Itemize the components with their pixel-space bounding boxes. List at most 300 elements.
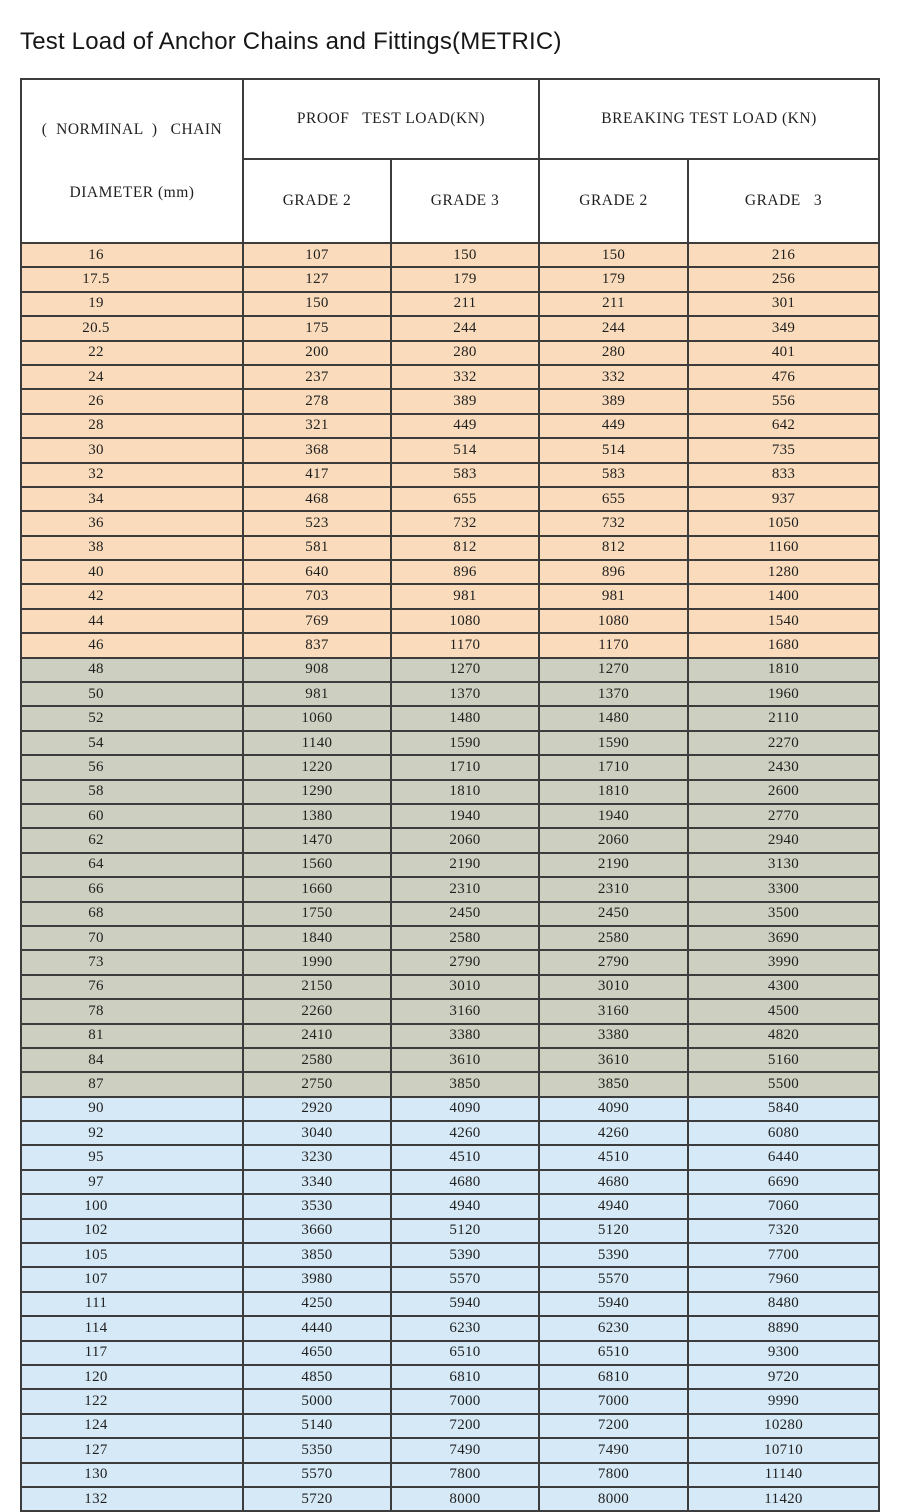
- cell-load-value: 3850: [539, 1072, 688, 1096]
- table-row: [21, 1097, 879, 1121]
- cell-load-value: 1170: [391, 633, 539, 657]
- cell-load-value: 4940: [391, 1194, 539, 1218]
- table-row: [21, 560, 879, 584]
- cell-load-value: 2580: [539, 926, 688, 950]
- table-row: [21, 389, 879, 413]
- cell-load-value: 655: [539, 487, 688, 511]
- cell-chain-diameter: 70: [21, 926, 243, 950]
- cell-load-value: 896: [391, 560, 539, 584]
- cell-load-value: 8890: [688, 1316, 879, 1340]
- cell-load-value: 1370: [391, 682, 539, 706]
- cell-chain-diameter: 54: [21, 731, 243, 755]
- cell-load-value: 732: [539, 511, 688, 535]
- cell-load-value: 1480: [539, 706, 688, 730]
- cell-load-value: 896: [539, 560, 688, 584]
- cell-load-value: 332: [539, 365, 688, 389]
- cell-load-value: 769: [243, 609, 391, 633]
- table-row: [21, 706, 879, 730]
- table-row: [21, 755, 879, 779]
- cell-load-value: 1840: [243, 926, 391, 950]
- cell-chain-diameter: 122: [21, 1389, 243, 1413]
- table-row: [21, 438, 879, 462]
- cell-load-value: 4940: [539, 1194, 688, 1218]
- cell-load-value: 244: [539, 316, 688, 340]
- cell-load-value: 476: [688, 365, 879, 389]
- cell-load-value: 1560: [243, 853, 391, 877]
- cell-chain-diameter: 19: [21, 292, 243, 316]
- table-row: [21, 804, 879, 828]
- table-row: [21, 1267, 879, 1291]
- cell-load-value: 2600: [688, 780, 879, 804]
- cell-load-value: 11140: [688, 1463, 879, 1487]
- cell-load-value: 1810: [391, 780, 539, 804]
- table-row: [21, 243, 879, 267]
- cell-load-value: 514: [391, 438, 539, 462]
- cell-load-value: 1680: [688, 633, 879, 657]
- cell-chain-diameter: 124: [21, 1414, 243, 1438]
- cell-load-value: 2190: [391, 853, 539, 877]
- header-proof-test-load: PROOF TEST LOAD(KN): [243, 79, 539, 159]
- cell-chain-diameter: 132: [21, 1487, 243, 1511]
- cell-load-value: 3160: [391, 999, 539, 1023]
- cell-load-value: 4500: [688, 999, 879, 1023]
- cell-load-value: 8000: [391, 1487, 539, 1511]
- cell-load-value: 5500: [688, 1072, 879, 1096]
- cell-load-value: 5570: [539, 1267, 688, 1291]
- cell-load-value: 278: [243, 389, 391, 413]
- cell-chain-diameter: 36: [21, 511, 243, 535]
- cell-load-value: 1170: [539, 633, 688, 657]
- cell-chain-diameter: 105: [21, 1243, 243, 1267]
- cell-load-value: 7700: [688, 1243, 879, 1267]
- table-row: [21, 902, 879, 926]
- cell-load-value: 9300: [688, 1341, 879, 1365]
- cell-load-value: 1940: [391, 804, 539, 828]
- cell-load-value: 4510: [539, 1145, 688, 1169]
- cell-load-value: 1380: [243, 804, 391, 828]
- cell-load-value: 7800: [539, 1463, 688, 1487]
- cell-load-value: 2450: [391, 902, 539, 926]
- cell-load-value: 735: [688, 438, 879, 462]
- cell-load-value: 1480: [391, 706, 539, 730]
- cell-chain-diameter: 48: [21, 658, 243, 682]
- cell-load-value: 3660: [243, 1219, 391, 1243]
- cell-load-value: 5940: [391, 1292, 539, 1316]
- cell-chain-diameter: 44: [21, 609, 243, 633]
- cell-chain-diameter: 130: [21, 1463, 243, 1487]
- cell-load-value: 3610: [539, 1048, 688, 1072]
- cell-chain-diameter: 102: [21, 1219, 243, 1243]
- page-title: Test Load of Anchor Chains and Fittings(METRIC): [20, 28, 562, 55]
- cell-load-value: 1370: [539, 682, 688, 706]
- cell-load-value: 1590: [391, 731, 539, 755]
- cell-load-value: 6230: [539, 1316, 688, 1340]
- cell-load-value: 1080: [539, 609, 688, 633]
- cell-load-value: 150: [243, 292, 391, 316]
- cell-load-value: 2310: [539, 877, 688, 901]
- cell-load-value: 4440: [243, 1316, 391, 1340]
- cell-load-value: 937: [688, 487, 879, 511]
- cell-load-value: 1080: [391, 609, 539, 633]
- table-row: [21, 999, 879, 1023]
- cell-load-value: 179: [539, 267, 688, 291]
- table-row: [21, 1219, 879, 1243]
- cell-load-value: 11420: [688, 1487, 879, 1511]
- cell-load-value: 2770: [688, 804, 879, 828]
- table-row: [21, 414, 879, 438]
- cell-load-value: 1050: [688, 511, 879, 535]
- cell-load-value: 6810: [539, 1365, 688, 1389]
- cell-load-value: 2790: [391, 950, 539, 974]
- cell-load-value: 6230: [391, 1316, 539, 1340]
- cell-chain-diameter: 73: [21, 950, 243, 974]
- cell-chain-diameter: 97: [21, 1170, 243, 1194]
- table-row: [21, 1463, 879, 1487]
- header-proof-grade-2: GRADE 2: [243, 159, 391, 243]
- table-row: [21, 950, 879, 974]
- cell-chain-diameter: 95: [21, 1145, 243, 1169]
- cell-load-value: 3340: [243, 1170, 391, 1194]
- cell-load-value: 3130: [688, 853, 879, 877]
- cell-load-value: 3010: [539, 975, 688, 999]
- cell-load-value: 1710: [391, 755, 539, 779]
- cell-load-value: 1750: [243, 902, 391, 926]
- cell-load-value: 640: [243, 560, 391, 584]
- cell-load-value: 349: [688, 316, 879, 340]
- cell-load-value: 981: [243, 682, 391, 706]
- cell-chain-diameter: 38: [21, 536, 243, 560]
- cell-load-value: 4680: [539, 1170, 688, 1194]
- cell-load-value: 3980: [243, 1267, 391, 1291]
- cell-load-value: 523: [243, 511, 391, 535]
- table-row: [21, 1341, 879, 1365]
- cell-load-value: 1810: [688, 658, 879, 682]
- cell-load-value: 1810: [539, 780, 688, 804]
- table-row: [21, 584, 879, 608]
- cell-load-value: 4650: [243, 1341, 391, 1365]
- cell-load-value: 3380: [391, 1024, 539, 1048]
- cell-chain-diameter: 56: [21, 755, 243, 779]
- cell-load-value: 401: [688, 341, 879, 365]
- cell-load-value: 3300: [688, 877, 879, 901]
- cell-load-value: 3040: [243, 1121, 391, 1145]
- table-row: [21, 1487, 879, 1511]
- cell-load-value: 655: [391, 487, 539, 511]
- cell-load-value: 514: [539, 438, 688, 462]
- cell-chain-diameter: 90: [21, 1097, 243, 1121]
- cell-load-value: 10710: [688, 1438, 879, 1462]
- cell-chain-diameter: 87: [21, 1072, 243, 1096]
- cell-load-value: 10280: [688, 1414, 879, 1438]
- table-row: [21, 780, 879, 804]
- cell-load-value: 1990: [243, 950, 391, 974]
- cell-load-value: 211: [539, 292, 688, 316]
- cell-load-value: 256: [688, 267, 879, 291]
- cell-load-value: 4090: [539, 1097, 688, 1121]
- cell-chain-diameter: 50: [21, 682, 243, 706]
- cell-load-value: 7000: [391, 1389, 539, 1413]
- cell-load-value: 8000: [539, 1487, 688, 1511]
- table-row: [21, 341, 879, 365]
- cell-load-value: 150: [539, 243, 688, 267]
- cell-load-value: 1940: [539, 804, 688, 828]
- cell-load-value: 1290: [243, 780, 391, 804]
- table-row: [21, 682, 879, 706]
- cell-chain-diameter: 24: [21, 365, 243, 389]
- cell-chain-diameter: 92: [21, 1121, 243, 1145]
- cell-load-value: 5120: [391, 1219, 539, 1243]
- table-row: [21, 1194, 879, 1218]
- cell-load-value: 2750: [243, 1072, 391, 1096]
- table-row: [21, 609, 879, 633]
- cell-load-value: 3610: [391, 1048, 539, 1072]
- table-row: [21, 463, 879, 487]
- cell-load-value: 732: [391, 511, 539, 535]
- cell-load-value: 301: [688, 292, 879, 316]
- cell-load-value: 4250: [243, 1292, 391, 1316]
- header-breaking-grade-3: GRADE 3: [688, 159, 879, 243]
- cell-load-value: 2920: [243, 1097, 391, 1121]
- table-row: [21, 267, 879, 291]
- cell-load-value: 4090: [391, 1097, 539, 1121]
- cell-chain-diameter: 120: [21, 1365, 243, 1389]
- table-row: [21, 853, 879, 877]
- cell-load-value: 127: [243, 267, 391, 291]
- cell-load-value: 4680: [391, 1170, 539, 1194]
- cell-load-value: 1270: [539, 658, 688, 682]
- header-chain-diameter-line2: DIAMETER (mm): [69, 184, 195, 201]
- table-row: [21, 926, 879, 950]
- cell-chain-diameter: 64: [21, 853, 243, 877]
- table-row: [21, 658, 879, 682]
- cell-load-value: 2310: [391, 877, 539, 901]
- cell-load-value: 5840: [688, 1097, 879, 1121]
- cell-load-value: 7490: [391, 1438, 539, 1462]
- table-row: [21, 1145, 879, 1169]
- cell-load-value: 7000: [539, 1389, 688, 1413]
- cell-chain-diameter: 34: [21, 487, 243, 511]
- table-row: [21, 1048, 879, 1072]
- cell-chain-diameter: 66: [21, 877, 243, 901]
- cell-load-value: 583: [391, 463, 539, 487]
- cell-load-value: 200: [243, 341, 391, 365]
- cell-load-value: 280: [391, 341, 539, 365]
- cell-load-value: 581: [243, 536, 391, 560]
- cell-load-value: 981: [391, 584, 539, 608]
- table-row: [21, 511, 879, 535]
- cell-load-value: 237: [243, 365, 391, 389]
- table-row: [21, 1292, 879, 1316]
- cell-chain-diameter: 127: [21, 1438, 243, 1462]
- table-row: [21, 1024, 879, 1048]
- cell-load-value: 908: [243, 658, 391, 682]
- table-row: [21, 1316, 879, 1340]
- cell-chain-diameter: 16: [21, 243, 243, 267]
- table-row: [21, 365, 879, 389]
- cell-load-value: 556: [688, 389, 879, 413]
- cell-load-value: 3500: [688, 902, 879, 926]
- cell-load-value: 2270: [688, 731, 879, 755]
- cell-load-value: 5000: [243, 1389, 391, 1413]
- cell-load-value: 332: [391, 365, 539, 389]
- cell-load-value: 7960: [688, 1267, 879, 1291]
- cell-load-value: 389: [539, 389, 688, 413]
- cell-load-value: 150: [391, 243, 539, 267]
- cell-load-value: 216: [688, 243, 879, 267]
- cell-load-value: 2060: [391, 828, 539, 852]
- cell-load-value: 812: [539, 536, 688, 560]
- table-row: [21, 877, 879, 901]
- cell-chain-diameter: 42: [21, 584, 243, 608]
- cell-load-value: 175: [243, 316, 391, 340]
- cell-load-value: 321: [243, 414, 391, 438]
- cell-load-value: 1400: [688, 584, 879, 608]
- cell-load-value: 2260: [243, 999, 391, 1023]
- cell-load-value: 5390: [391, 1243, 539, 1267]
- table-row: [21, 1365, 879, 1389]
- cell-load-value: 6810: [391, 1365, 539, 1389]
- cell-chain-diameter: 114: [21, 1316, 243, 1340]
- cell-load-value: 417: [243, 463, 391, 487]
- cell-load-value: 1220: [243, 755, 391, 779]
- table-row: [21, 316, 879, 340]
- cell-chain-diameter: 62: [21, 828, 243, 852]
- cell-load-value: 2150: [243, 975, 391, 999]
- cell-load-value: 211: [391, 292, 539, 316]
- test-load-table: [20, 78, 880, 1512]
- cell-load-value: 3530: [243, 1194, 391, 1218]
- cell-load-value: 1470: [243, 828, 391, 852]
- cell-load-value: 2580: [243, 1048, 391, 1072]
- table-body: [21, 243, 879, 1511]
- cell-chain-diameter: 28: [21, 414, 243, 438]
- cell-load-value: 7490: [539, 1438, 688, 1462]
- header-breaking-test-load: BREAKING TEST LOAD (KN): [539, 79, 879, 159]
- cell-load-value: 9990: [688, 1389, 879, 1413]
- cell-load-value: 3010: [391, 975, 539, 999]
- cell-load-value: 4260: [391, 1121, 539, 1145]
- cell-load-value: 107: [243, 243, 391, 267]
- cell-load-value: 6690: [688, 1170, 879, 1194]
- cell-chain-diameter: 40: [21, 560, 243, 584]
- cell-load-value: 2940: [688, 828, 879, 852]
- cell-chain-diameter: 84: [21, 1048, 243, 1072]
- cell-load-value: 6510: [539, 1341, 688, 1365]
- header-chain-diameter: [21, 79, 243, 243]
- table-row: [21, 1243, 879, 1267]
- cell-load-value: 468: [243, 487, 391, 511]
- table-row: [21, 731, 879, 755]
- table-row: [21, 487, 879, 511]
- cell-load-value: 1280: [688, 560, 879, 584]
- header-chain-diameter-line1: ( NORMINAL ) CHAIN: [41, 121, 223, 138]
- cell-load-value: 4300: [688, 975, 879, 999]
- cell-load-value: 4850: [243, 1365, 391, 1389]
- cell-load-value: 833: [688, 463, 879, 487]
- cell-load-value: 1960: [688, 682, 879, 706]
- cell-chain-diameter: 60: [21, 804, 243, 828]
- cell-load-value: 5570: [391, 1267, 539, 1291]
- cell-load-value: 6080: [688, 1121, 879, 1145]
- cell-load-value: 4820: [688, 1024, 879, 1048]
- table-header: [21, 79, 879, 243]
- cell-load-value: 1710: [539, 755, 688, 779]
- cell-chain-diameter: 111: [21, 1292, 243, 1316]
- cell-chain-diameter: 76: [21, 975, 243, 999]
- cell-load-value: 4260: [539, 1121, 688, 1145]
- table-row: [21, 1121, 879, 1145]
- cell-load-value: 2190: [539, 853, 688, 877]
- cell-load-value: 7200: [391, 1414, 539, 1438]
- cell-load-value: 583: [539, 463, 688, 487]
- table-row: [21, 633, 879, 657]
- cell-load-value: 812: [391, 536, 539, 560]
- cell-load-value: 6510: [391, 1341, 539, 1365]
- cell-chain-diameter: 107: [21, 1267, 243, 1291]
- cell-chain-diameter: 30: [21, 438, 243, 462]
- cell-load-value: 389: [391, 389, 539, 413]
- cell-load-value: 7200: [539, 1414, 688, 1438]
- table-row: [21, 1170, 879, 1194]
- cell-load-value: 5140: [243, 1414, 391, 1438]
- cell-load-value: 6440: [688, 1145, 879, 1169]
- cell-load-value: 7800: [391, 1463, 539, 1487]
- cell-chain-diameter: 100: [21, 1194, 243, 1218]
- cell-load-value: 1590: [539, 731, 688, 755]
- cell-load-value: 3160: [539, 999, 688, 1023]
- cell-load-value: 3990: [688, 950, 879, 974]
- cell-load-value: 2790: [539, 950, 688, 974]
- cell-chain-diameter: 20.5: [21, 316, 243, 340]
- cell-chain-diameter: 68: [21, 902, 243, 926]
- cell-load-value: 3850: [391, 1072, 539, 1096]
- cell-load-value: 2060: [539, 828, 688, 852]
- cell-load-value: 2430: [688, 755, 879, 779]
- cell-load-value: 837: [243, 633, 391, 657]
- table-row: [21, 536, 879, 560]
- cell-load-value: 1270: [391, 658, 539, 682]
- cell-load-value: 280: [539, 341, 688, 365]
- cell-chain-diameter: 117: [21, 1341, 243, 1365]
- cell-load-value: 5570: [243, 1463, 391, 1487]
- cell-load-value: 368: [243, 438, 391, 462]
- cell-load-value: 8480: [688, 1292, 879, 1316]
- cell-load-value: 1060: [243, 706, 391, 730]
- table-row: [21, 292, 879, 316]
- cell-load-value: 2110: [688, 706, 879, 730]
- cell-chain-diameter: 58: [21, 780, 243, 804]
- cell-load-value: 179: [391, 267, 539, 291]
- cell-chain-diameter: 81: [21, 1024, 243, 1048]
- cell-chain-diameter: 26: [21, 389, 243, 413]
- table-row: [21, 1414, 879, 1438]
- cell-load-value: 3380: [539, 1024, 688, 1048]
- table-row: [21, 1438, 879, 1462]
- cell-chain-diameter: 46: [21, 633, 243, 657]
- cell-load-value: 1160: [688, 536, 879, 560]
- cell-load-value: 1540: [688, 609, 879, 633]
- cell-load-value: 5160: [688, 1048, 879, 1072]
- cell-chain-diameter: 52: [21, 706, 243, 730]
- cell-load-value: 9720: [688, 1365, 879, 1389]
- table-row: [21, 1389, 879, 1413]
- cell-load-value: 449: [391, 414, 539, 438]
- cell-load-value: 2450: [539, 902, 688, 926]
- cell-load-value: 4510: [391, 1145, 539, 1169]
- cell-chain-diameter: 22: [21, 341, 243, 365]
- cell-load-value: 5350: [243, 1438, 391, 1462]
- cell-load-value: 5940: [539, 1292, 688, 1316]
